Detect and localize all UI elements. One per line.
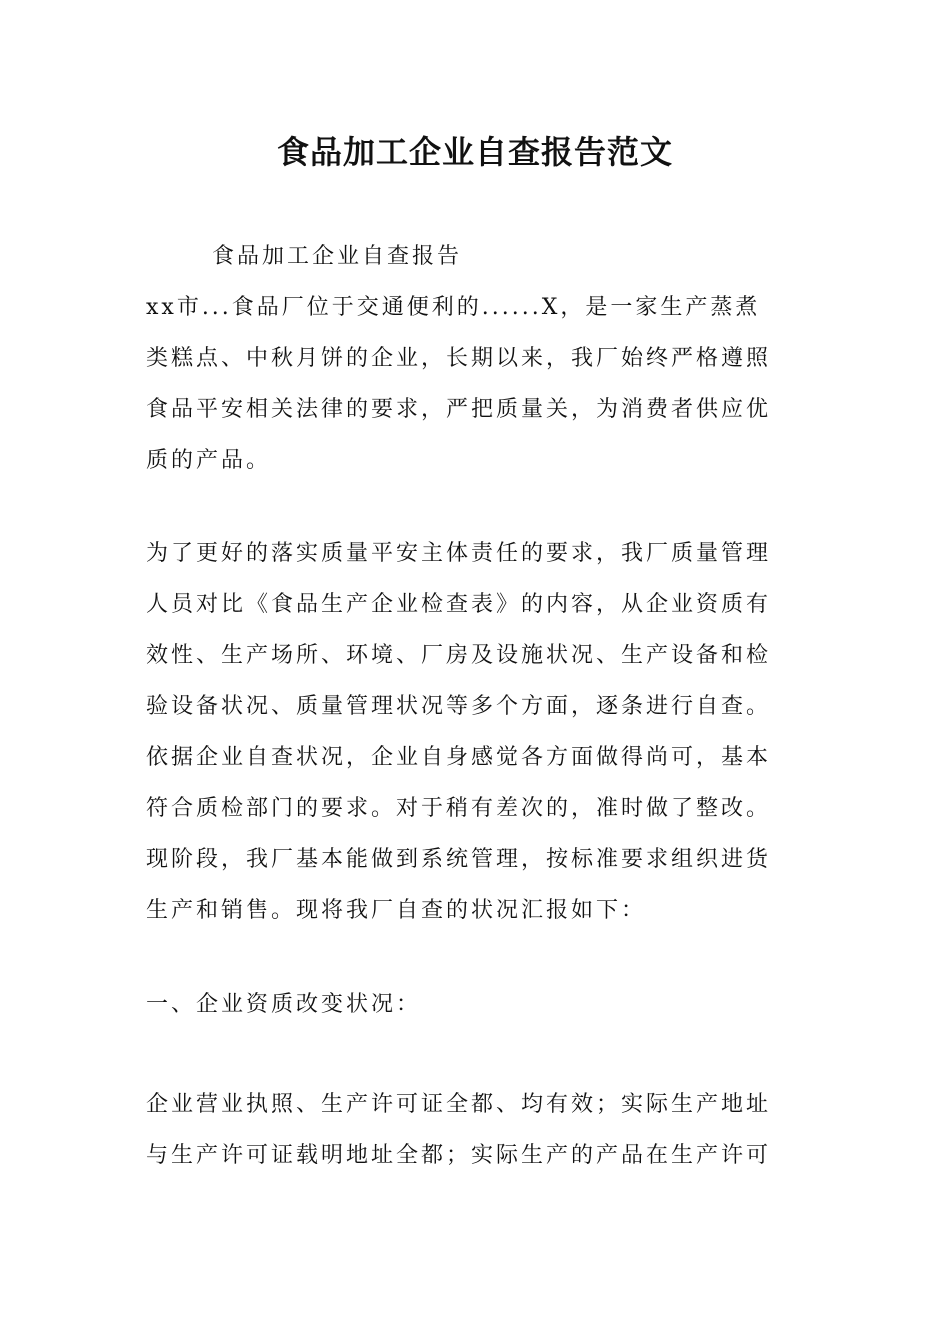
paragraph-line: 符合质检部门的要求。对于稍有差次的，准时做了整改。 xyxy=(146,796,772,821)
report-subtitle: 食品加工企业自查报告 xyxy=(212,244,463,269)
section-heading-block xyxy=(146,979,808,1030)
paragraph-line: 人员对比《食品生产企业检查表》的内容，从企业资质有 xyxy=(146,592,772,617)
paragraph-line: 效性、生产场所、环境、厂房及设施状况、生产设备和检 xyxy=(146,643,772,668)
paragraph-line: xx市...食品厂位于交通便利的......X，是一家生产蒸煮 xyxy=(146,295,761,320)
paragraph-line: 现阶段，我厂基本能做到系统管理，按标准要求组织进货 xyxy=(146,847,772,872)
paragraph-line: 食品平安相关法律的要求，严把质量关，为消费者供应优 xyxy=(146,397,772,422)
paragraph-line: 企业营业执照、生产许可证全都、均有效；实际生产地址 xyxy=(146,1092,772,1117)
paragraph-line: 生产和销售。现将我厂自查的状况汇报如下： xyxy=(146,898,647,923)
paragraph-line: 质的产品。 xyxy=(146,448,272,473)
self-check-paragraph xyxy=(146,528,808,936)
document-title: 食品加工企业自查报告范文 xyxy=(276,133,673,171)
paragraph-line: 类糕点、中秋月饼的企业，长期以来，我厂始终严格遵照 xyxy=(146,346,772,371)
section-heading: 一、企业资质改变状况： xyxy=(146,992,422,1017)
paragraph-line: 验设备状况、质量管理状况等多个方面，逐条进行自查。 xyxy=(146,694,772,719)
intro-block xyxy=(146,231,808,486)
paragraph-line: 依据企业自查状况，企业自身感觉各方面做得尚可，基本 xyxy=(146,745,772,770)
paragraph-line: 与生产许可证载明地址全都；实际生产的产品在生产许可 xyxy=(146,1143,772,1168)
qualification-paragraph xyxy=(146,1079,808,1181)
paragraph-line: 为了更好的落实质量平安主体责任的要求，我厂质量管理 xyxy=(146,541,772,566)
